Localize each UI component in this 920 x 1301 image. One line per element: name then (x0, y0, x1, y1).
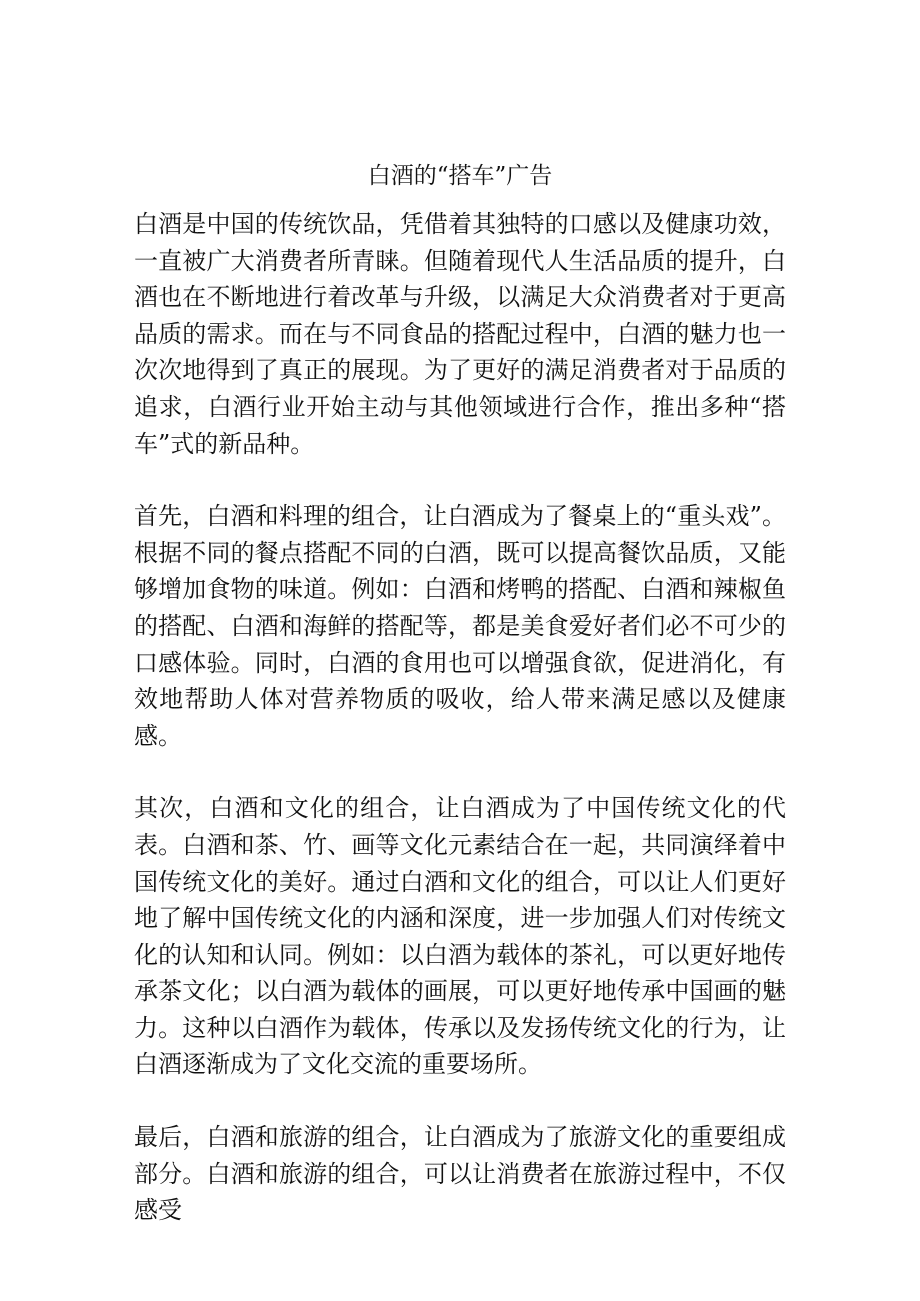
document-body (134, 206, 786, 1265)
document-title: 白酒的“搭车”广告 (367, 163, 553, 189)
paragraph-cuisine: 首先，白酒和料理的组合，让白酒成为了餐桌上的“重头戏”。根据不同的餐点搭配不同的白酒，既可以提高餐饮品质，又能够增加食物的味道。例如：白酒和烤鸭的搭配、白酒和辣椒鱼的搭配、白酒和海鲜的搭配等，都是美食爱好者们必不可少的口感体验。同时，白酒的食用也可以增强食欲，促进消化，有效地帮助人体对营养物质的吸收，给人带来满足感以及健康感。 (134, 502, 786, 750)
paragraph-culture: 其次，白酒和文化的组合，让白酒成为了中国传统文化的代表。白酒和茶、竹、画等文化元素结合在一起，共同演绎着中国传统文化的美好。通过白酒和文化的组合，可以让人们更好地了解中国传统文化的内涵和深度，进一步加强人们对传统文化的认知和认同。例如：以白酒为载体的茶礼，可以更好地传承茶文化；以白酒为载体的画展，可以更好地传承中国画的魅力。这种以白酒作为载体，传承以及发扬传统文化的行为，让白酒逐渐成为了文化交流的重要场所。 (134, 794, 786, 1079)
paragraph-tourism: 最后，白酒和旅游的组合，让白酒成为了旅游文化的重要组成部分。白酒和旅游的组合，可以让消费者在旅游过程中，不仅感受 (134, 1123, 786, 1225)
paragraph-intro: 白酒是中国的传统饮品，凭借着其独特的口感以及健康功效，一直被广大消费者所青睐。但随着现代人生活品质的提升，白酒也在不断地进行着改革与升级，以满足大众消费者对于更高品质的需求。而在与不同食品的搭配过程中，白酒的魅力也一次次地得到了真正的展现。为了更好的满足消费者对于品质的追求，白酒行业开始主动与其他领域进行合作，推出多种“搭车”式的新品种。 (134, 210, 786, 458)
